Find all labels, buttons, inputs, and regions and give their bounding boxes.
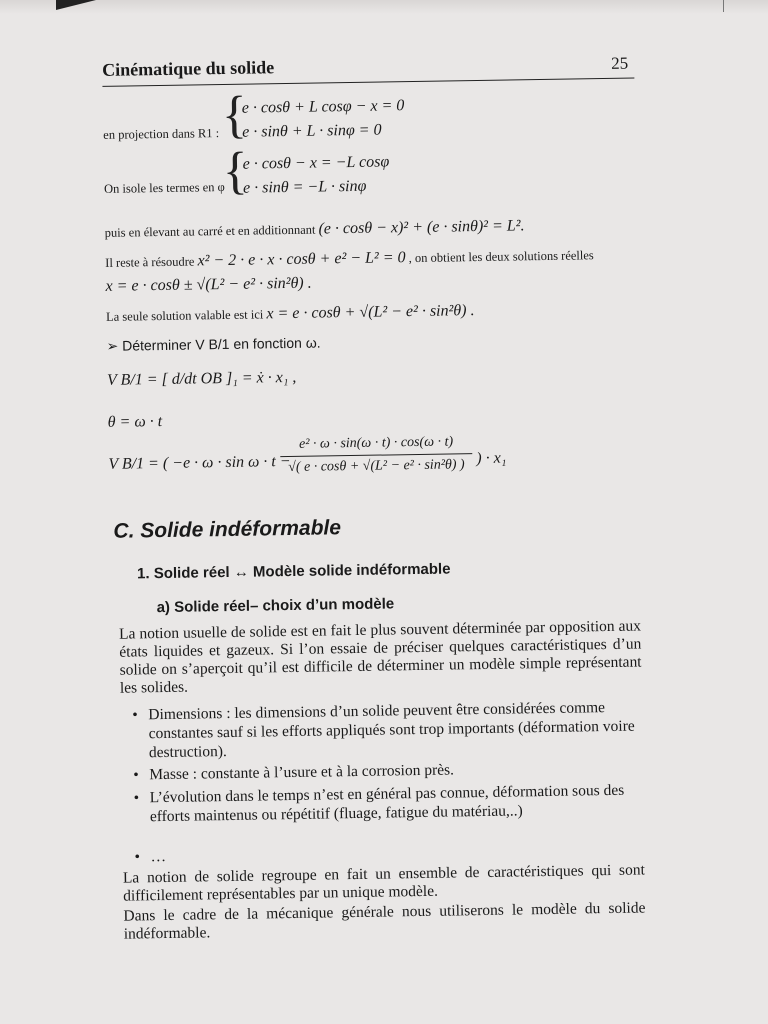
valid-solution-equation: x = e · cosθ + √(L² − e² · sin²θ) . xyxy=(266,302,475,323)
page-header xyxy=(102,50,634,87)
isolate-eq-1: e · cosθ − x = −L cosφ xyxy=(242,153,390,173)
section-1-heading: 1. Solide réel ↔ Modèle solide indéformable xyxy=(136,560,451,583)
paragraph-model: Dans le cadre de la mécanique générale nous utiliserons le modèle du solide indéformable. xyxy=(123,899,646,943)
book-page xyxy=(96,49,655,967)
vb1-derivative-equation: V B/1 = [ d/dt OB ]₁ = ẋ · x₁ , xyxy=(106,368,297,389)
brace-glyph: { xyxy=(221,86,248,145)
square-sum-line xyxy=(105,217,525,242)
list-item-text: L’évolution dans le temps n’est en général pas connue, déformation sous des efforts maintenus ou répétitif (fluage, fatigue du matériau,..) xyxy=(149,781,625,826)
list-item xyxy=(133,757,643,784)
resolve-equation: x² − 2 · e · x · cosθ + e² − L² = 0 xyxy=(197,249,406,270)
list-item xyxy=(133,780,644,826)
determine-vb1-heading: ➢ Déterminer V B/1 en fonction ω. xyxy=(106,334,321,354)
page-number: 25 xyxy=(610,53,629,73)
isolate-label: On isole les termes en φ xyxy=(103,179,225,196)
resolve-line xyxy=(105,246,594,272)
theta-equation: θ = ω · t xyxy=(107,413,163,431)
bullet-icon: • xyxy=(134,848,141,866)
scan-edge-mark xyxy=(723,0,724,12)
resolve-text: Il reste à résoudre xyxy=(105,254,195,270)
square-sum-text: puis en élevant au carré et en additionnant xyxy=(104,222,316,240)
list-item-text: … xyxy=(150,847,167,866)
section-c-heading: C. Solide indéformable xyxy=(113,516,342,543)
paragraph-intro: La notion usuelle de solide est en fait le plus souvent déterminée par opposition aux états liquides et gazeux. Si l’on essaie de préciser quelques caractéristiques d’un solide on s’aperçoit qu’il est difficile de déterminer un modèle simple représentant les solides. xyxy=(118,617,642,697)
scan-top-shadow xyxy=(0,0,768,14)
list-item-text: Masse : constante à l’usure et à la corrosion près. xyxy=(149,761,455,784)
square-sum-equation: (e · cosθ − x)² + (e · sinθ)² = L². xyxy=(318,217,525,238)
fraction-numerator: e² · ω · sin(ω · t) · cos(ω · t) xyxy=(280,434,472,457)
fraction-denominator: √( e · cosθ + √(L² − e² · sin²θ) ) xyxy=(288,457,465,476)
vb1-final-right: ) · x₁ xyxy=(476,449,507,468)
vb1-final-left: V B/1 = ( −e · ω · sin ω · t − xyxy=(108,452,291,473)
brace-glyph: { xyxy=(222,142,249,201)
valid-solution-text: La seule solution valable est ici xyxy=(105,307,264,324)
projection-eq-1: e · cosθ + L cosφ − x = 0 xyxy=(241,97,405,117)
isolate-eq-2: e · sinθ = −L · sinφ xyxy=(242,177,367,197)
two-solutions-equation: x = e · cosθ ± √(L² − e² · sin²θ) . xyxy=(105,274,312,295)
vb1-final-fraction xyxy=(280,434,473,476)
section-a-heading: a) Solide réel– choix d’un modèle xyxy=(156,595,395,617)
list-item-text: Dimensions : les dimensions d’un solide peuvent être considérées comme constantes sauf si les efforts appliqués sont trop importants (déformation voire destruction). xyxy=(148,699,635,762)
bullet-icon: • xyxy=(133,789,140,807)
resolve-suffix: , on obtient les deux solutions réelles xyxy=(408,248,594,266)
projection-eq-2: e · sinθ + L · sinφ = 0 xyxy=(242,121,382,141)
projection-label: en projection dans R1 : xyxy=(103,126,220,142)
paragraph-summary: La notion de solide regroupe en fait un ensemble de caractéristiques qui sont difficilement représentables par un unique modèle. xyxy=(122,861,645,905)
bullet-icon: • xyxy=(132,706,138,724)
valid-solution-line xyxy=(106,302,475,326)
list-item xyxy=(132,698,643,763)
bullet-icon: • xyxy=(133,766,139,784)
chapter-title: Cinématique du solide xyxy=(102,57,275,80)
